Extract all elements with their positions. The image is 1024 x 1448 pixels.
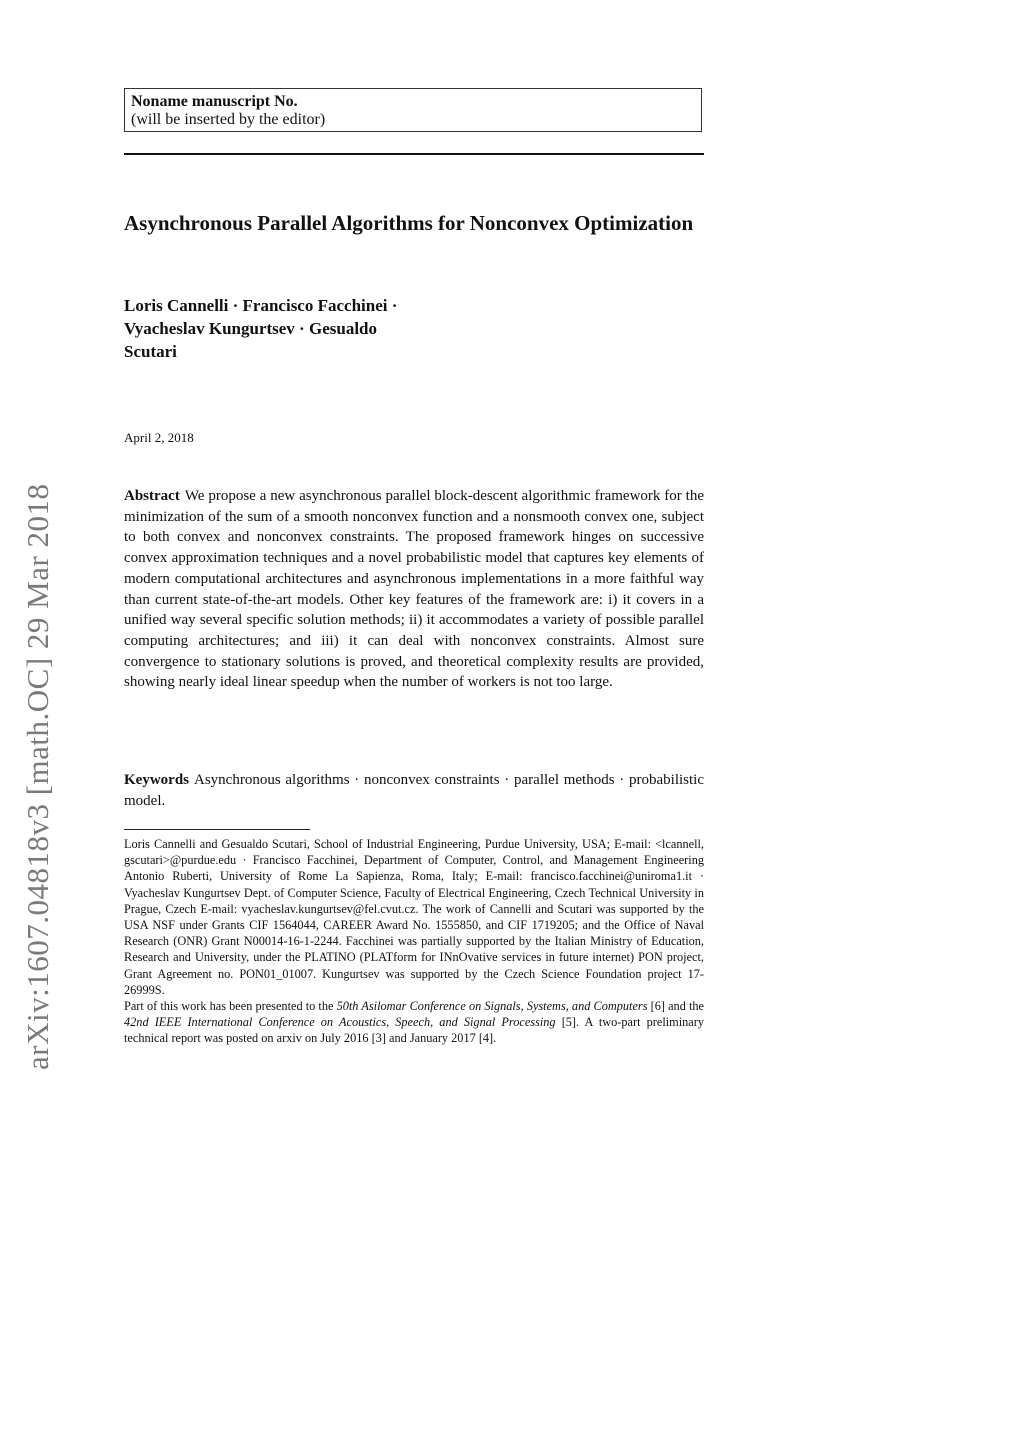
paper-title: Asynchronous Parallel Algorithms for Nonconvex Optimization xyxy=(124,211,694,235)
authors-line-1: Loris Cannelli · Francisco Facchinei · xyxy=(124,296,398,315)
keywords-text: Asynchronous algorithms · nonconvex constraints · parallel methods · probabilistic model. xyxy=(124,772,704,809)
presented-suffix: [5]. A two-part preliminary technical report was posted on arxiv on July 2016 [3] and January 2017 [4]. xyxy=(124,1015,704,1046)
manuscript-box xyxy=(124,88,702,132)
abstract xyxy=(124,486,704,693)
authors-line-3: Scutari xyxy=(124,342,177,361)
paper-date: April 2, 2018 xyxy=(124,430,194,445)
title-rule xyxy=(124,153,704,155)
manuscript-note: (will be inserted by the editor) xyxy=(131,111,326,128)
authors-line-2: Vyacheslav Kungurtsev · Gesualdo xyxy=(124,319,377,338)
footnote-presented xyxy=(124,998,704,1047)
authors xyxy=(124,294,544,363)
keywords-label: Keywords xyxy=(124,772,189,788)
abstract-text: We propose a new asynchronous parallel block-descent algorithmic framework for the minimization of the sum of a smooth nonconvex function and a nonsmooth convex one, subject to both convex and nonconvex constraints. The proposed framework hinges on successive convex approximation techniques and a novel probabilistic model that captures key elements of modern computational architectures and asynchronous implementations in a more faithful way than current state-of-the-art models. Other key features of the framework are: i) it covers in a unified way several specific solution methods; ii) it accommodates a variety of possible parallel computing architectures; and iii) it can deal with nonconvex constraints. Almost sure convergence to stationary solutions is proved, and theoretical complexity results are provided, showing nearly ideal linear speedup when the number of workers is not too large. xyxy=(124,488,704,691)
footnote xyxy=(124,836,704,1047)
manuscript-title: Noname manuscript No. xyxy=(131,93,298,110)
presented-conference-2: 42nd IEEE International Conference on Acoustics, Speech, and Signal Processing xyxy=(124,1015,556,1030)
presented-prefix: Part of this work has been presented to the xyxy=(124,999,337,1014)
footnote-affiliations: Loris Cannelli and Gesualdo Scutari, School of Industrial Engineering, Purdue University, USA; E-mail: <lcannell, gscutari>@purdue.edu · Francisco Facchinei, Department of Computer, Control, and Management Engineering Antonio Ruberti, University of Rome La Sapienza, Roma, Italy; E-mail: francisco.facchinei@uniroma1.it · Vyacheslav Kungurtsev Dept. of Computer Science, Faculty of Electrical Engineering, Czech Technical University in Prague, Czech E-mail: vyacheslav.kungurtsev@fel.cvut.cz. The work of Cannelli and Scutari was supported by the USA NSF under Grants CIF 1564044, CAREER Award No. 1555850, and CIF 1719205; and the Office of Naval Research (ONR) Grant N00014-16-1-2244. Facchinei was partially supported by the Italian Ministry of Education, Research and University, under the PLATINO (PLATform for INnOvative services in future internet) PON project, Grant Agreement no. PON01_01007. Kungurtsev was supported by the Czech Science Foundation project 17-26999S. xyxy=(124,837,704,997)
keywords xyxy=(124,770,704,811)
footnote-rule xyxy=(124,829,310,830)
presented-conference-1: 50th Asilomar Conference on Signals, Systems, and Computers xyxy=(336,999,648,1014)
presented-mid: [6] and the xyxy=(647,999,704,1014)
abstract-label: Abstract xyxy=(124,488,180,504)
arxiv-side-stamp: arXiv:1607.04818v3 [math.OC] 29 Mar 2018 xyxy=(20,483,55,1070)
